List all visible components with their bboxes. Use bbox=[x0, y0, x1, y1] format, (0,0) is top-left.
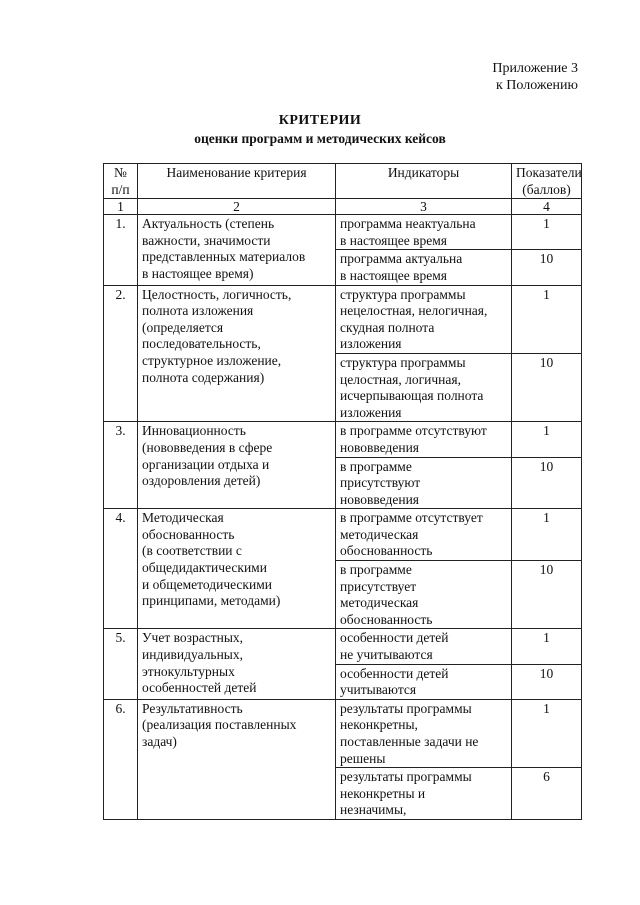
criterion-line: обоснованность bbox=[142, 526, 235, 542]
criterion-line: индивидуальных, bbox=[142, 647, 244, 663]
indicator-text bbox=[336, 457, 512, 509]
criterion-name bbox=[138, 509, 336, 629]
indicator-line: структура программы bbox=[340, 354, 466, 370]
criterion-line: и общеметодическими bbox=[142, 576, 272, 592]
criterion-line: представленных материалов bbox=[142, 249, 306, 265]
indicator-line: неконкретны и bbox=[340, 785, 426, 801]
header-score-line: (баллов) bbox=[522, 181, 571, 197]
criterion-line: в настоящее время) bbox=[142, 265, 254, 281]
criterion-name bbox=[138, 422, 336, 509]
header-row bbox=[104, 164, 582, 199]
criterion-line: структурное изложение, bbox=[142, 352, 282, 368]
appendix-number: Приложение 3 bbox=[492, 61, 578, 76]
indicator-line: исчерпывающая полнота bbox=[340, 388, 484, 404]
criterion-line: (определяется bbox=[142, 319, 224, 335]
indicator-line: обоснованность bbox=[340, 611, 433, 627]
criterion-line: полнота изложения bbox=[142, 303, 254, 319]
score-value: 10 bbox=[512, 664, 582, 699]
indicator-text bbox=[336, 215, 512, 250]
indicator-text bbox=[336, 353, 512, 421]
indicator-line: учитываются bbox=[340, 682, 417, 698]
indicator-line: незначимы, bbox=[340, 802, 407, 818]
score-value: 10 bbox=[512, 250, 582, 285]
title-subtitle: оценки программ и методических кейсов bbox=[194, 131, 446, 146]
indicator-line: в программе bbox=[340, 458, 412, 474]
criterion-line: общедидактическими bbox=[142, 560, 267, 576]
row-number: 5. bbox=[104, 629, 138, 699]
score-value: 1 bbox=[512, 215, 582, 250]
indicator-line: изложения bbox=[340, 404, 402, 420]
header-criterion: Наименование критерия bbox=[138, 164, 336, 199]
column-number: 4 bbox=[512, 199, 582, 215]
score-value: 6 bbox=[512, 768, 582, 820]
score-value: 1 bbox=[512, 422, 582, 457]
score-value: 1 bbox=[512, 629, 582, 664]
indicator-text bbox=[336, 285, 512, 353]
indicator-line: методическая bbox=[340, 595, 419, 611]
indicator-line: программа неактуальна bbox=[340, 216, 476, 232]
column-number-row bbox=[104, 199, 582, 215]
header-num-line: п/п bbox=[111, 181, 130, 197]
criteria-body bbox=[104, 215, 582, 820]
criteria-table bbox=[103, 163, 582, 820]
criterion-line: важности, значимости bbox=[142, 232, 271, 248]
indicator-text bbox=[336, 664, 512, 699]
criterion-line: полнота содержания) bbox=[142, 369, 265, 385]
column-number: 3 bbox=[336, 199, 512, 215]
indicator-line: методическая bbox=[340, 526, 419, 542]
indicator-line: нововведения bbox=[340, 439, 420, 455]
score-value: 10 bbox=[512, 457, 582, 509]
indicator-line: нововведения bbox=[340, 491, 420, 507]
table-row bbox=[104, 422, 582, 457]
indicator-line: поставленные задачи не bbox=[340, 734, 479, 749]
table-row bbox=[104, 509, 582, 561]
row-number: 6. bbox=[104, 699, 138, 819]
indicator-line: структура программы bbox=[340, 286, 466, 302]
indicator-line: изложения bbox=[340, 336, 402, 352]
score-value: 1 bbox=[512, 509, 582, 561]
criterion-line: Актуальность (степень bbox=[142, 216, 275, 232]
indicator-text bbox=[336, 422, 512, 457]
header-score-line: Показатели bbox=[516, 165, 582, 180]
criterion-line: организации отдыха и bbox=[142, 456, 270, 472]
score-value: 10 bbox=[512, 353, 582, 421]
criterion-line: (реализация поставленных bbox=[142, 717, 297, 733]
indicator-line: в программе bbox=[340, 562, 412, 578]
criterion-line: (нововведения в сфере bbox=[142, 439, 273, 455]
indicator-line: особенности детей bbox=[340, 630, 449, 646]
title-main: КРИТЕРИИ bbox=[278, 113, 362, 128]
header-score bbox=[512, 164, 582, 199]
score-value: 1 bbox=[512, 699, 582, 767]
row-number: 3. bbox=[104, 422, 138, 509]
criterion-name bbox=[138, 215, 336, 285]
score-value: 10 bbox=[512, 561, 582, 629]
indicator-line: решены bbox=[340, 750, 386, 766]
header-num-line: № bbox=[114, 165, 127, 180]
appendix-regulation: к Положению bbox=[495, 78, 578, 93]
appendix-reference bbox=[400, 60, 578, 94]
column-number: 2 bbox=[138, 199, 336, 215]
indicator-line: в программе отсутствует bbox=[340, 510, 483, 526]
indicator-line: присутствуют bbox=[340, 475, 421, 491]
criterion-name bbox=[138, 699, 336, 819]
indicator-line: особенности детей bbox=[340, 665, 449, 681]
table-row bbox=[104, 699, 582, 767]
indicator-text bbox=[336, 250, 512, 285]
indicator-line: присутствует bbox=[340, 578, 417, 594]
indicator-line: результаты программы bbox=[340, 769, 472, 785]
table-row bbox=[104, 285, 582, 353]
indicator-line: в программе отсутствуют bbox=[340, 423, 487, 439]
indicator-line: в настоящее время bbox=[340, 232, 448, 248]
indicator-line: программа актуальна bbox=[340, 251, 463, 267]
indicator-text bbox=[336, 561, 512, 629]
criterion-line: Методическая bbox=[142, 510, 224, 526]
indicator-line: скудная полнота bbox=[340, 319, 435, 335]
indicator-line: в настоящее время bbox=[340, 267, 448, 283]
indicator-text bbox=[336, 509, 512, 561]
criterion-line: Инновационность bbox=[142, 423, 246, 439]
indicator-line: целостная, логичная, bbox=[340, 371, 461, 387]
criterion-name bbox=[138, 285, 336, 422]
criterion-line: оздоровления детей) bbox=[142, 473, 261, 489]
indicator-line: нецелостная, нелогичная, bbox=[340, 303, 488, 319]
indicator-text bbox=[336, 699, 512, 767]
indicator-text bbox=[336, 629, 512, 664]
criterion-line: этнокультурных bbox=[142, 663, 235, 679]
criterion-line: Результативность bbox=[142, 700, 243, 716]
criterion-line: особенностей детей bbox=[142, 680, 257, 696]
indicator-text bbox=[336, 768, 512, 820]
score-value: 1 bbox=[512, 285, 582, 353]
criterion-line: Целостность, логичность, bbox=[142, 286, 292, 302]
document-title bbox=[0, 112, 640, 148]
table-row bbox=[104, 629, 582, 664]
header-num bbox=[104, 164, 138, 199]
criterion-name bbox=[138, 629, 336, 699]
table-row bbox=[104, 215, 582, 250]
criterion-line: задач) bbox=[142, 734, 177, 749]
row-number: 4. bbox=[104, 509, 138, 629]
criterion-line: принципами, методами) bbox=[142, 593, 281, 609]
indicator-line: обоснованность bbox=[340, 543, 433, 559]
row-number: 2. bbox=[104, 285, 138, 422]
row-number: 1. bbox=[104, 215, 138, 285]
indicator-line: результаты программы bbox=[340, 700, 472, 716]
header-indicators: Индикаторы bbox=[336, 164, 512, 199]
criterion-line: Учет возрастных, bbox=[142, 630, 244, 646]
indicator-line: неконкретны, bbox=[340, 717, 418, 733]
indicator-line: не учитываются bbox=[340, 647, 433, 663]
column-number: 1 bbox=[104, 199, 138, 215]
criterion-line: (в соответствии с bbox=[142, 543, 242, 559]
criterion-line: последовательность, bbox=[142, 336, 261, 352]
